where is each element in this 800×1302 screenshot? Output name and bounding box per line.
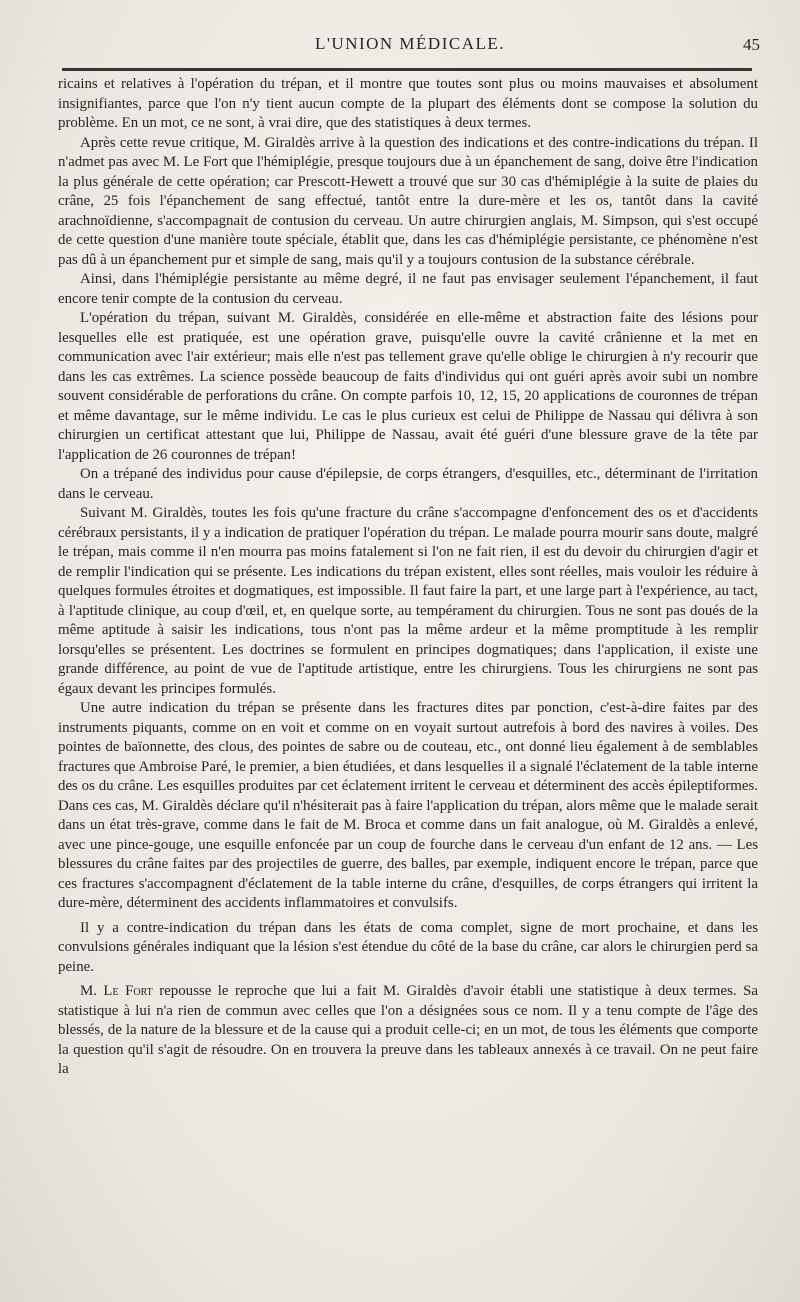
- paragraph-8: Il y a contre-indication du trépan dans les états de coma complet, signe de mort prochaine, et dans les convulsions générales indiquant que la lésion s'est étendue du côté de la base du crâne, car alors le chirurgien perd sa peine.: [58, 919, 758, 975]
- paragraph-1: ricains et relatives à l'opération du trépan, et il montre que toutes sont plus ou moins mauvaises et absolument insignifiantes, parce que l'on n'y tient aucun compte de la plupart des éléments dont se compose la solution du problème. En un mot, ce ne sont, à vrai dire, que des statistiques à deux termes.: [58, 76, 758, 131]
- paragraph-9: [58, 982, 758, 1080]
- paragraph-5: On a trépané des individus pour cause d'épilepsie, de corps étrangers, d'esquilles, etc., déterminant de l'irritation dans le cerveau.: [58, 466, 758, 502]
- paragraph-3: Ainsi, dans l'hémiplégie persistante au même degré, il ne faut pas envisager seulement l'épanchement, il faut encore tenir compte de la contusion du cerveau.: [58, 271, 758, 307]
- paragraph-7: Une autre indication du trépan se présente dans les fractures dites par ponction, c'est-à-dire faites par des instruments piquants, comme on en voit et comme on en voyait surtout autrefois à bord des navires à voiles. Des pointes de baïonnette, des clous, des pointes de sabre ou de couteau, etc., ont donné lieu également à de semblables fractures que Ambroise Paré, le premier, a bien étudiées, et dans lesquelles il a signalé l'éclatement de la table interne des os du crâne. Les esquilles produites par cet éclatement irritent le cerveau et déterminent des accès épileptiformes. Dans ces cas, M. Giraldès déclare qu'il n'hésiterait pas à faire l'application du trépan, alors même que le malade serait dans un état très-grave, comme dans le fait de M. Broca et comme dans un fait analogue, où M. Giraldès a enlevé, avec une pince-gouge, une esquille enfoncée par un coup de fourche dans le cerveau d'un enfant de 12 ans. — Les blessures du crâne faites par des projectiles de guerre, des balles, par exemple, indiquent encore le trépan, parce que ces fractures s'accompagnent d'éclatement de la table interne du crâne, d'esquilles, de corps étrangers qui irritent la dure-mère, déterminent des accidents inflammatoires et convulsifs.: [58, 700, 758, 911]
- speaker-prefix: M.: [80, 983, 97, 999]
- paragraph-9-text: repousse le reproche que lui a fait M. Giraldès d'avoir établi une statistique à deux termes. Sa statistique à lui n'a rien de commun avec celles que l'on a désignées sous ce nom. Il y a tenu compte de l'âge des blessés, de la nature de la blessure et de la cause qui a produit celle-ci; en un mot, de tous les éléments que comporte la question qu'il s'agit de résoudre. On en trouvera la preuve dans les tableaux annexés à ce travail. On ne peut faire la: [58, 983, 758, 1077]
- article-body: [58, 75, 758, 1080]
- page-header: [60, 30, 760, 60]
- paragraph-2: Après cette revue critique, M. Giraldès arrive à la question des indications et des contre-indications du trépan. Il n'admet pas avec M. Le Fort que l'hémiplégie, presque toujours due à un épanchement de sang, doive être l'indication la plus générale de cette opération; car Prescott-Hewett a trouvé que sur 30 cas d'hémiplégie à la suite de plaies du crâne, 25 fois l'épanchement de sang effectué, tantôt entre la dure-mère et les os, tantôt dans la cavité arachnoïdienne, s'accompagnait de contusion du cerveau. Un autre chirurgien anglais, M. Simpson, qui s'est occupé de cette question d'une manière toute spéciale, établit que, dans les cas d'hémiplégie persistante, ce phénomène n'est pas dû à un épanchement pur et simple de sang, mais qu'il y a toujours contusion de la substance cérébrale.: [58, 134, 758, 268]
- header-rule: [62, 68, 752, 71]
- page-number: 45: [743, 35, 760, 54]
- paragraph-4: L'opération du trépan, suivant M. Giraldès, considérée en elle-même et abstraction faite des lésions pour lesquelles elle est pratiquée, est une opération grave, puisqu'elle ouvre la cavité crânienne et la met en communication avec l'air extérieur; mais elle n'est pas tellement grave qu'elle oblige le chirurgien à n'y recourir que dans les cas extrêmes. La science possède beaucoup de faits d'individus qui ont guéri après avoir subi un nombre souvent considérable de perforations du crâne. On compte parfois 10, 12, 15, 20 applications de couronnes de trépan et même davantage, sur le même individu. Le cas le plus curieux est celui de Philippe de Nassau qui délivra à son chirurgien un certificat attestant que lui, Philippe de Nassau, avait été guéri d'une blessure grave de la tête par l'application de 26 couronnes de trépan!: [58, 310, 758, 463]
- running-title: L'UNION MÉDICALE.: [314, 34, 506, 53]
- paragraph-6: Suivant M. Giraldès, toutes les fois qu'une fracture du crâne s'accompagne d'enfoncement des os et d'accidents cérébraux persistants, il y a indication de pratiquer l'opération du trépan. Le malade pourra mourir sans doute, malgré le trépan, mais comme il n'en mourra pas moins fatalement si l'on ne fait rien, il est du devoir du chirurgien d'agir et de remplir l'indication qui se présente. Les indications du trépan existent, elles sont réelles, mais vouloir les réduire à quelques formules étroites et dogmatiques, est impossible. Il faut faire la part, et une large part à l'expérience, au tact, à l'aptitude clinique, au coup d'œil, et, en quelque sorte, au tempérament du chirurgien. Tous ne sont pas doués de la même aptitude à saisir les indications, tous n'ont pas la même ardeur et la même promptitude à les remplir lorsqu'elles se présentent. Les doctrines se formulent en principes dogmatiques; dans l'application, il existe une grande différence, au point de vue de l'aptitude artistique, entre les chirurgiens. Tous les chirurgiens ne sont pas égaux devant les principes formulés.: [58, 505, 758, 697]
- speaker-name: Le Fort: [103, 983, 153, 999]
